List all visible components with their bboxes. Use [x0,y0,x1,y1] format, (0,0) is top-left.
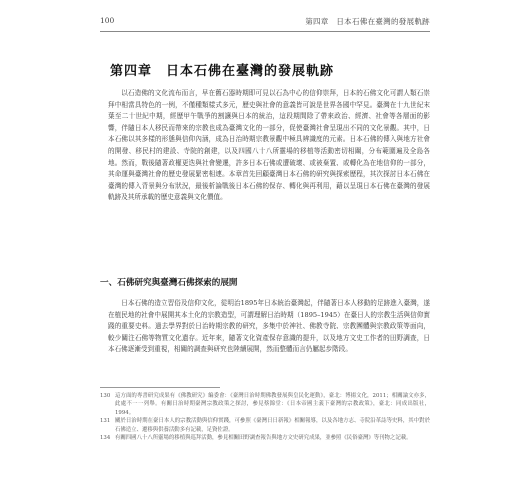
running-header [100,16,430,30]
footnote-text: 有關四國八十八所靈場的移植與巡拜活動，參見相關田野調查報告與地方文史研究成果，並參照《民俗臺灣》等刊物之記載。 [115,435,412,442]
header-divider [100,31,430,32]
footnote-number: 130 [100,393,111,399]
footnote-divider [100,387,220,388]
footnote [100,392,430,417]
footnote [100,434,430,442]
page-number: 100 [100,16,115,25]
section-paragraph: 日本石佛的造立習俗及信仰文化，從明治1895年日本統治臺灣起，伴隨著日本人移動的足跡進入臺灣，遂在植民地的社會中展開其本土化的宗教造型，可謂理解日治時期（1895–1945）在臺日人的宗教生活與信仰實踐的重要史料。過去學界對於日治時期宗教的研究，多集中於神社、佛教寺院、宗教團體與宗教政策等面向，較少關注石佛等物質文化遺存。近年來，隨著文化資產保存意識的提升，以及地方文史工作者的田野調查，日本石佛逐漸受到重視，相關的調查與研究也陸續展開，然而整體而言仍屬起步階段。 [108,299,430,354]
footnote-number: 131 [100,418,111,425]
footnote [100,417,430,434]
footnote-text: 關於日治時期在臺日本人的宗教活動與信仰實踐，可參照《臺灣日日新報》相關報導，以及各地方志、寺院沿革誌等史料，其中對於石佛造立、遷移與供養活動多有記載，足資佐證。 [115,418,430,433]
footnote-text: 這方面的專書研究成果有《佛教研究》編委會：《臺灣日治時期佛教發展與皇民化運動》，臺北：博揚文化，2011；相關論文亦多，此處不一一列舉。有關日治時期臺灣宗教政策之探討，參見蔡錦堂：《日本帝國主義下臺灣的宗教政策》，臺北：同成出版社，1994。 [115,393,430,416]
running-title: 第四章 日本石佛在臺灣的發展軌跡 [305,17,430,26]
intro-paragraph: 以石造佛的文化流布而言，早在舊石器時期即可見以石為中心的信仰崇拜，日本的石佛文化可謂人類石崇拜中相當具特色的一例，不僅種類樣式多元，歷史與社會的意義皆可說是世界各國中罕見。臺灣在十九世紀末葉至二十世紀中期，經歷甲午戰爭的割讓與日本的統治，這段期間除了帶來政治、經濟、社會等各層面的影響，伴隨日本人移民而帶來的宗教也成為臺灣文化的一部分，促使臺灣社會呈現出不同的文化景觀。其中，日本石佛以其多樣的形態與信仰內涵，成為日治時期宗教景觀中極具辨識度的元素。日本石佛的傳入與地方社會的開發、移民村的建設、寺院的創建，以及四國八十八所靈場的移植等活動密切相關，分布範圍遍及全島各地。然而，戰後隨著政權更迭與社會變遷，許多日本石佛或遭破壞、或被棄置、或轉化為在地信仰的一部分，其命運與臺灣社會的歷史發展緊密相連。本章首先回顧臺灣日本石佛的研究與探索歷程，其次探討日本石佛在臺灣的傳入背景與分布狀況，最後析論戰後日本石佛的保存、轉化與再利用，藉以呈現日本石佛在臺灣的發展軌跡及其所承載的歷史意義與文化價值。 [108,89,430,202]
footnote-list [100,392,430,442]
chapter-title: 第四章 日本石佛在臺灣的發展軌跡 [110,64,335,79]
section-heading: 一、石佛研究與臺灣石佛探索的展開 [100,278,238,288]
footnote-number: 134 [100,435,111,442]
